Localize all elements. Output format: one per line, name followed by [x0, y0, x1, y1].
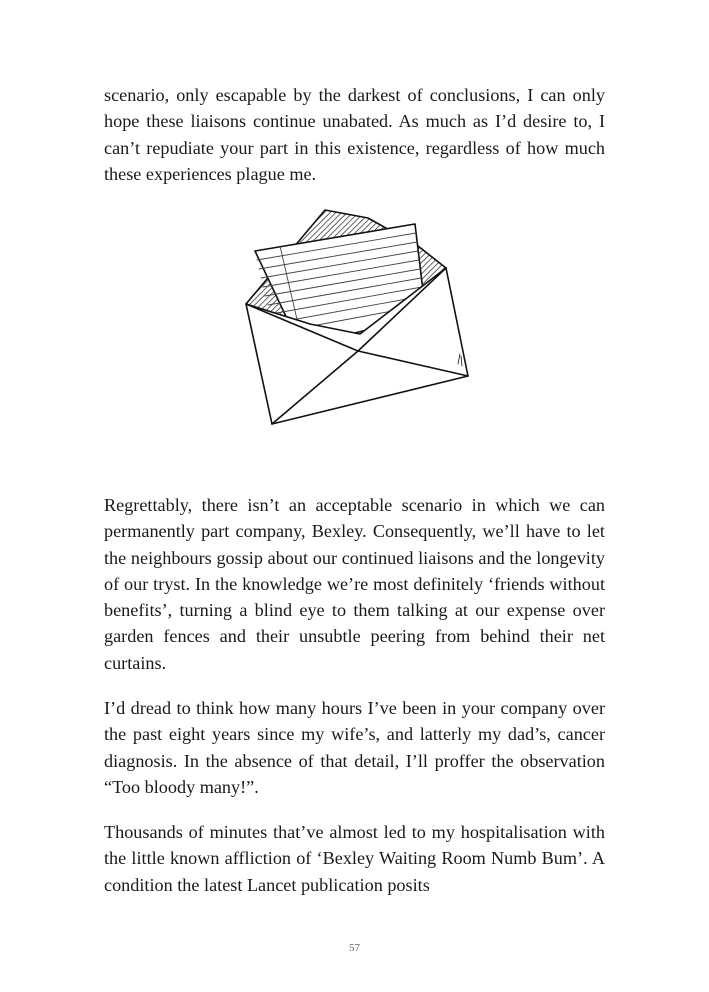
paragraph-1: scenario, only escapable by the darkest of conclusions, I can only hope these liaisons continue unabated. As much as I’d desire to, I can’t repudiate your part in this existence, regardless of how much these experiences plague me. — [104, 85, 605, 184]
envelope-with-letter-icon — [240, 206, 472, 432]
paragraph-2: Regrettably, there isn’t an acceptable scenario in which we can permanently part company, Bexley. Consequently, we’ll have to let the neighbours gossip about our continued liaisons and the longevity of our tryst. In the knowledge we’re most definitely ‘friends without benefits’, turning a blind eye to them talking at our expense over garden fences and their unsubtle peering from behind their net curtains. — [104, 495, 605, 673]
paragraph-3: I’d dread to think how many hours I’ve been in your company over the past eight years since my wife’s, and latterly my dad’s, cancer diagnosis. In the absence of that detail, I’ll proffer the observation “Too bloody many!”. — [104, 698, 605, 797]
paragraph-4: Thousands of minutes that’ve almost led to my hospitalisation with the little known affliction of ‘Bexley Waiting Room Numb Bum’. A condition the latest Lancet publication posits — [104, 822, 605, 895]
page-number: 57 — [349, 942, 360, 954]
